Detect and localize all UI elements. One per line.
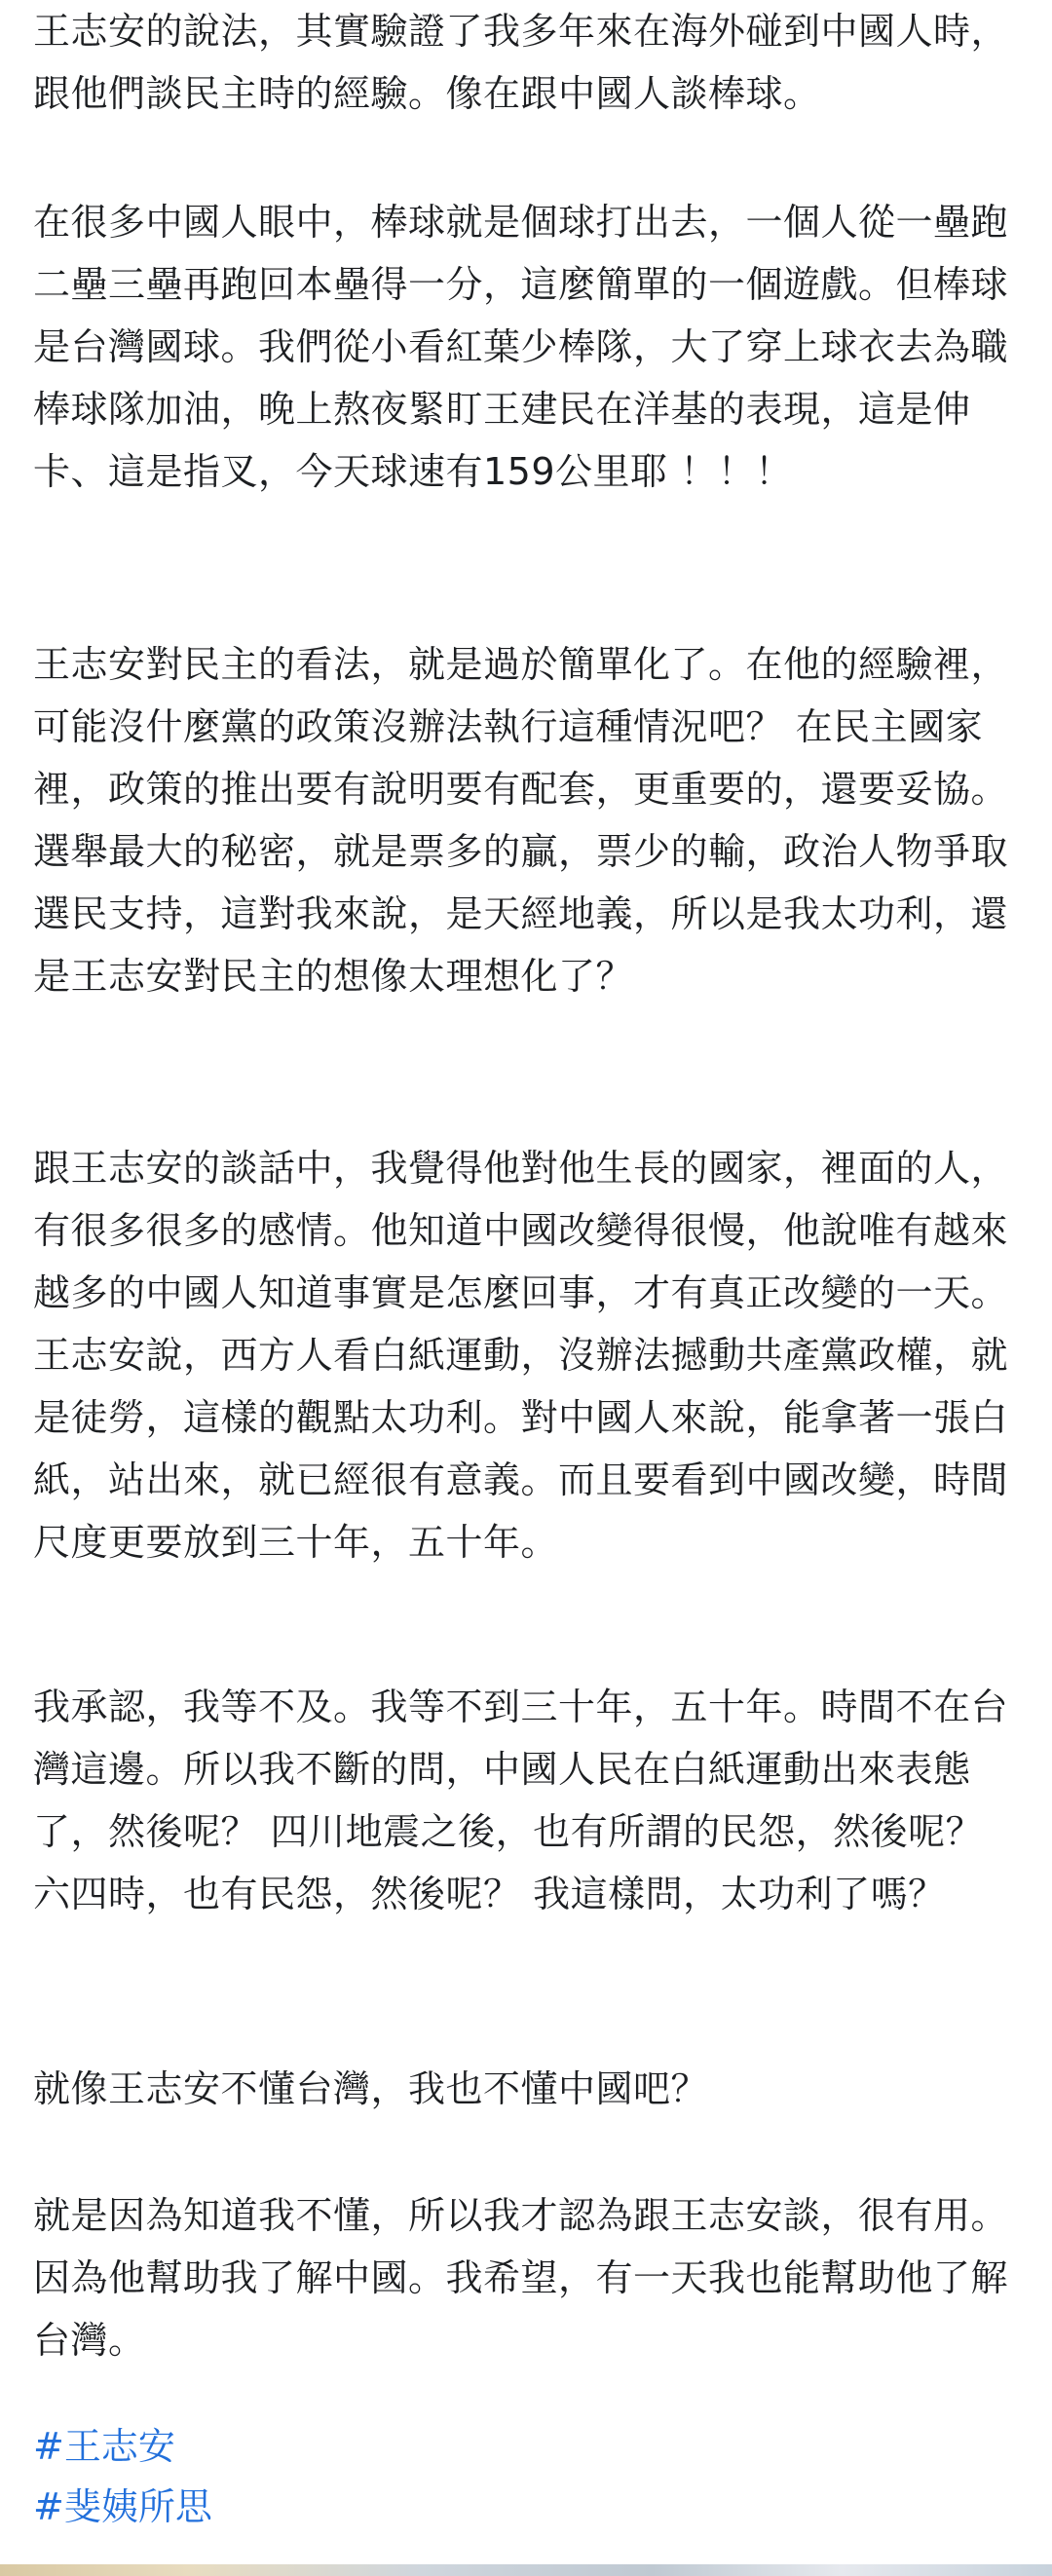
post-paragraph-6: 就像王志安不懂台灣，我也不懂中國吧？ <box>33 2067 709 2110</box>
post-paragraph-1: 王志安的說法，其實驗證了我多年來在海外碰到中國人時，跟他們談民主時的經驗。像在跟中國人談棒球。 <box>33 10 1009 115</box>
post-paragraph-4: 跟王志安的談話中，我覺得他對他生長的國家，裡面的人，有很多很多的感情。他知道中國改變得很慢，他說唯有越來越多的中國人知道事實是怎麼回事，才有真正改變的一天。 王志安說，西方人看白紙運動，沒辦法撼動共產黨政權，就是徒勞，這樣的觀點太功利。對中國人來說，能拿著一張白紙，站出來，就已經很有意義。而且要看到中國改變，時間尺度更要放到三十年，五十年。 <box>33 1147 1009 1564</box>
attached-image-preview-edge[interactable] <box>0 2564 1052 2576</box>
post-paragraph-2: 在很多中國人眼中，棒球就是個球打出去，一個人從一壘跑二壘三壘再跑回本壘得一分，這麼簡單的一個遊戲。但棒球是台灣國球。我們從小看紅葉少棒隊，大了穿上球衣去為職棒球隊加油，晚上熬夜緊盯王建民在洋基的表現，這是伸卡、這是指叉，今天球速有159公里耶 ！！！ <box>33 201 1009 493</box>
hashtag-list <box>33 2416 212 2537</box>
hashtag-link-wang-zhian[interactable]: #王志安 <box>33 2425 175 2468</box>
hashtag-link-fei-yi-suo-si[interactable]: #斐姨所思 <box>33 2485 212 2528</box>
post-paragraph-3: 王志安對民主的看法，就是過於簡單化了。在他的經驗裡，可能沒什麼黨的政策沒辦法執行這種情況吧？ 在民主國家裡，政策的推出要有說明要有配套，更重要的，還要妥協。選舉最大的秘密，就是票多的贏，票少的輸，政治人物爭取選民支持，這對我來說，是天經地義，所以是我太功利，還是王志安對民主的想像太理想化了？ <box>33 643 1009 998</box>
post-paragraph-7: 就是因為知道我不懂，所以我才認為跟王志安談，很有用。因為他幫助我了解中國。我希望，有一天我也能幫助他了解台灣。 <box>33 2194 1009 2362</box>
post-paragraph-5: 我承認，我等不及。我等不到三十年，五十年。時間不在台灣這邊。所以我不斷的問，中國人民在白紙運動出來表態了，然後呢？ 四川地震之後，也有所謂的民怨，然後呢？六四時，也有民怨，然後呢？ 我這樣問，太功利了嗎？ <box>33 1686 1009 1915</box>
